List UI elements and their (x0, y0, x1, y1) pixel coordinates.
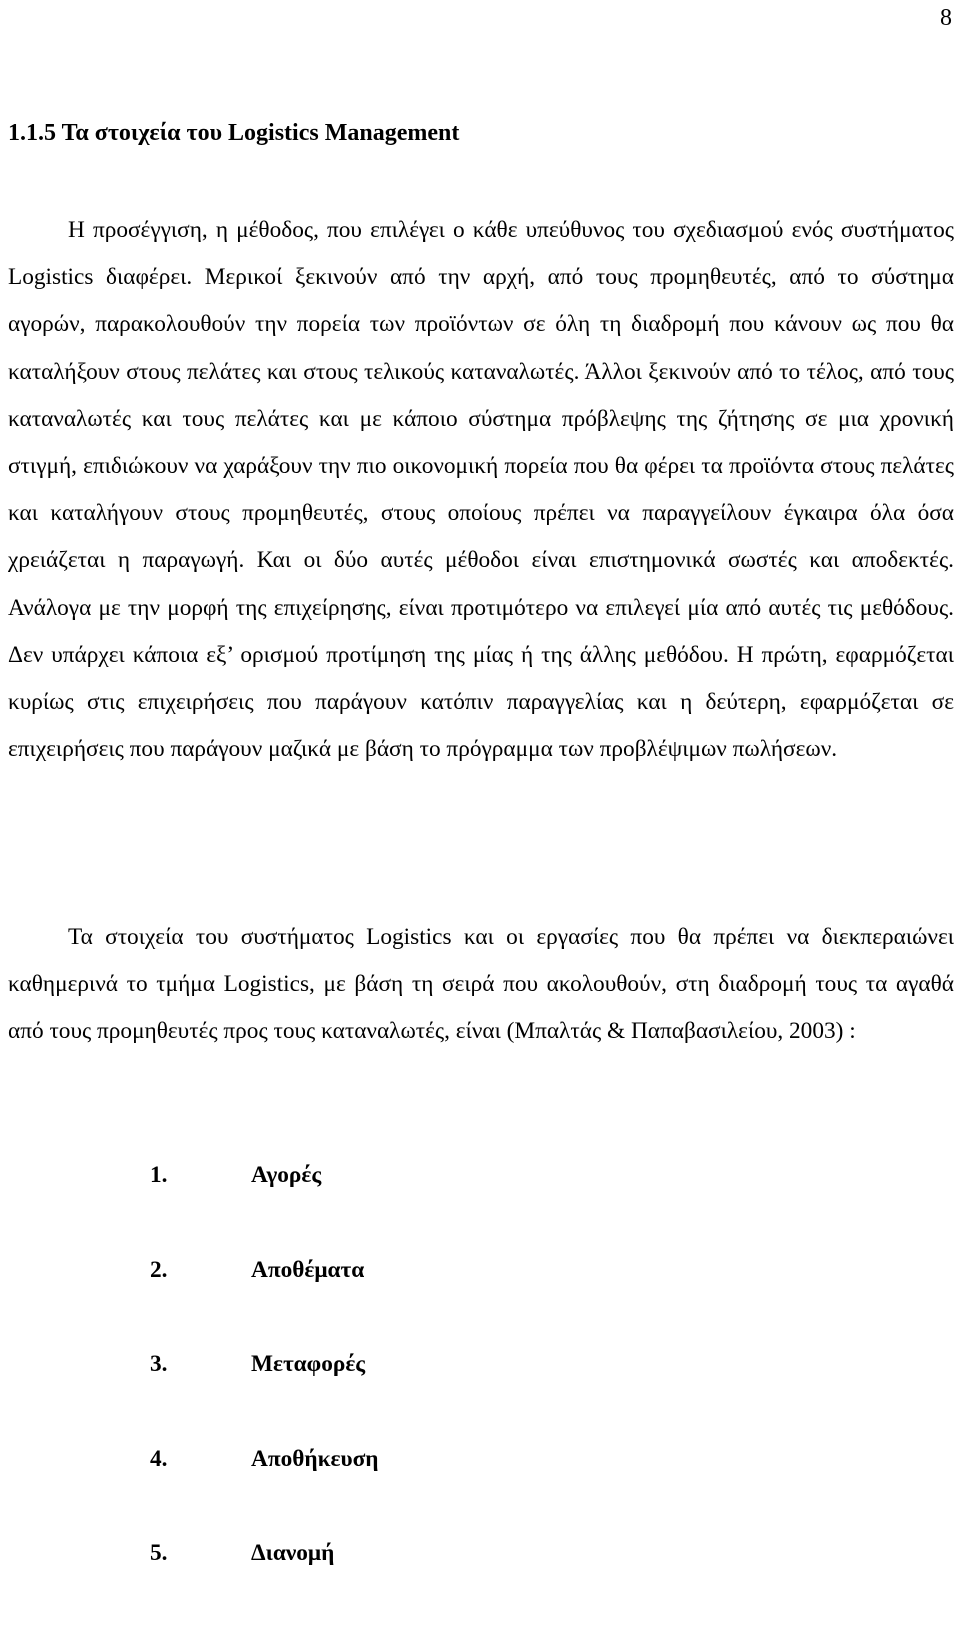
list-item (150, 1152, 379, 1247)
list-item (150, 1530, 379, 1625)
list-item-number: 1. (150, 1162, 168, 1188)
page-number: 8 (940, 5, 952, 31)
list-item-label: Αποθέματα (251, 1256, 365, 1283)
list-item-label: Μεταφορές (251, 1351, 366, 1377)
list-item-label: Αποθήκευση (251, 1445, 379, 1472)
list-item-number: 3. (150, 1351, 168, 1377)
section-heading: 1.1.5 Τα στοιχεία του Logistics Management (8, 120, 460, 146)
list-item-label: Διανομή (251, 1540, 335, 1566)
body-paragraph-2: Τα στοιχεία του συστήματος Logistics και οι εργασίες που θα πρέπει να διεκπεραιώνει καθημερινά το τμήμα Logistics, με βάση τη σειρά που ακολουθούν, στη διαδρομή τους τα αγαθά από τους προμηθευτές προς τους καταναλωτές, είναι (Μπαλτάς & Παπαβασιλείου, 2003) : (8, 924, 954, 1045)
list-item (150, 1436, 379, 1531)
logistics-elements-list (150, 1152, 379, 1625)
list-item (150, 1247, 379, 1342)
list-item-label: Αγορές (251, 1162, 322, 1188)
list-item-number: 4. (150, 1445, 168, 1472)
list-item (150, 1341, 379, 1436)
body-paragraph-1: Η προσέγγιση, η μέθοδος, που επιλέγει ο κάθε υπεύθυνος του σχεδιασμού ενός συστήματος Logistics διαφέρει. Μερικοί ξεκινούν από την αρχή, από τους προμηθευτές, από το σύστημα αγορών, παρακολουθούν την πορεία των προϊόντων σε όλη τη διαδρομή που κάνουν ως που θα καταλήξουν στους πελάτες και στους τελικούς καταναλωτές. Άλλοι ξεκινούν από το τέλος, από τους καταναλωτές και τους πελάτες και με κάποιο σύστημα πρόβλεψης της ζήτησης σε μια χρονική στιγμή, επιδιώκουν να χαράξουν την πιο οικονομική πορεία που θα φέρει τα προϊόντα στους πελάτες και καταλήγουν στους προμηθευτές, στους οποίους πρέπει να παραγγείλουν έγκαιρα όλα όσα χρειάζεται η παραγωγή. Και οι δύο αυτές μέθοδοι είναι επιστημονικά σωστές και αποδεκτές. Ανάλογα με την μορφή της επιχείρησης, είναι προτιμότερο να επιλεγεί μία από αυτές τις μεθόδους. Δεν υπάρχει κάποια εξ’ ορισμού προτίμηση της μίας ή της άλλης μεθόδου. Η πρώτη, εφαρμόζεται κυρίως στις επιχειρήσεις που παράγουν κατόπιν παραγγελίας και η δεύτερη, εφαρμόζεται σε επιχειρήσεις που παράγουν μαζικά με βάση το πρόγραμμα των προβλέψιμων πωλήσεων. (8, 217, 954, 763)
list-item-number: 2. (150, 1256, 168, 1283)
list-item-number: 5. (150, 1540, 168, 1566)
